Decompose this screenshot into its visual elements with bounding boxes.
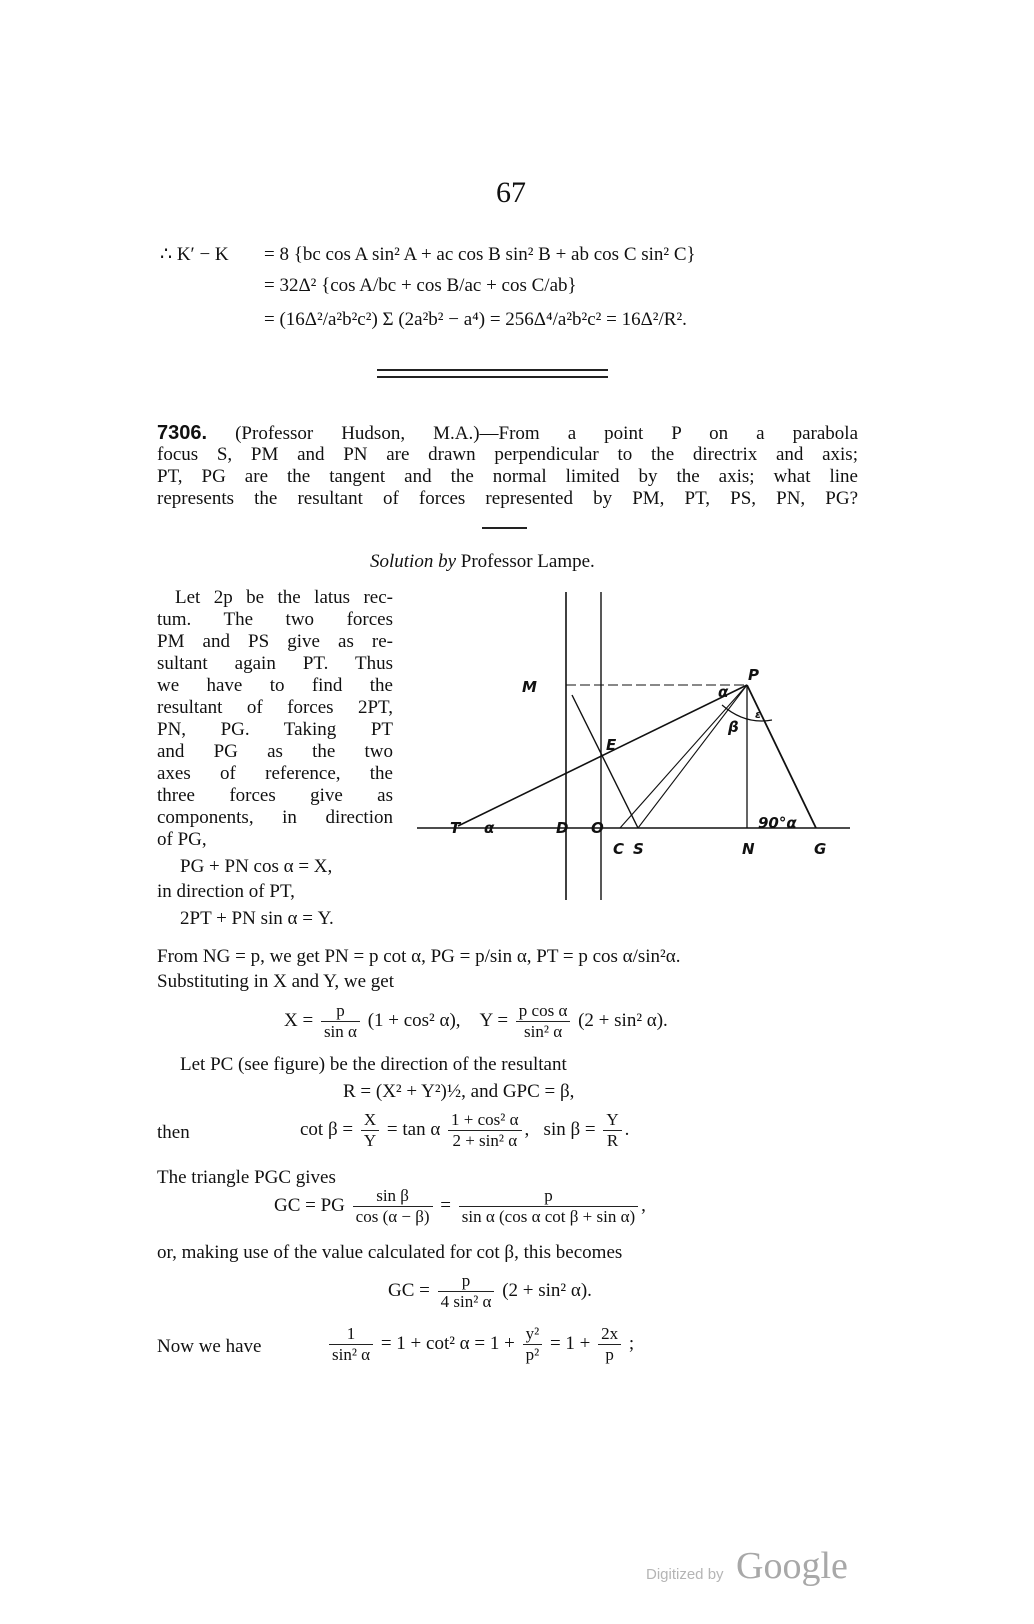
column-line: components, in direction [157,807,393,828]
fraction [361,1110,379,1151]
x-lhs: X = [284,1009,314,1031]
label-alpha-t: α [484,819,495,837]
now-mid: = 1 + cot² α = 1 + [380,1332,515,1354]
label-c: C [613,840,625,858]
problem-line-3: PT, PG are the tangent and the normal limited by the axis; what line [157,466,858,487]
denominator: Y [363,1131,377,1150]
label-m: M [522,678,537,696]
solution-prefix: Solution by [370,551,457,572]
me-s-line [572,695,638,828]
label-epsilon: ε [755,708,762,721]
fraction [353,1186,433,1227]
equation-line-1: = 8 {bc cos A sin² A + ac cos B sin² B + ab cos C sin² C} [264,244,696,265]
label-p: P [748,666,759,684]
sin-lhs: sin β = [543,1118,596,1140]
google-watermark-logo: Google [736,1545,848,1587]
problem-number: 7306. [157,422,208,444]
numerator: 1 [329,1324,373,1345]
numerator: p [459,1186,638,1207]
numerator: p cos α [516,1001,571,1022]
denominator: p² [525,1345,540,1364]
semicolon: ; [628,1332,635,1354]
column-line: resultant of forces 2PT, [157,697,393,718]
label-ninety-minus-alpha: 90°α [758,814,797,832]
column-line: PM and PS give as re- [157,631,393,652]
label-o: O [591,819,604,837]
numerator: 2x [598,1324,621,1345]
watermark-prefix: Digitized by [646,1566,724,1583]
making-use-line: or, making use of the value calculated for cot β, this becomes [157,1242,623,1263]
from-line: From NG = p, we get PN = p cot α, PG = p/sin α, PT = p cos α/sin²α. [157,946,681,967]
numerator: p [321,1001,360,1022]
section-divider [377,369,608,371]
pg-line [747,685,816,828]
column-line: sultant again PT. Thus [157,653,393,674]
denominator: 2 + sin² α [452,1131,518,1150]
fraction [438,1271,495,1312]
equation-line-1-lhs: ∴ K′ − K [160,244,229,265]
label-e: E [606,736,617,754]
fraction [523,1324,543,1365]
equation-line-3: = (16Δ²/a²b²c²) Σ (2a²b² − a⁴) = 256Δ⁴/a²b²c² = 16Δ²/R². [264,309,687,330]
column-line: axes of reference, the [157,763,393,784]
equation-x: PG + PN cos α = X, [180,856,333,877]
label-g: G [814,840,827,858]
numerator: sin β [353,1186,433,1207]
column-line: and PG as the two [157,741,393,762]
denominator: sin² α [332,1345,371,1364]
gc2-lhs: GC = [388,1279,430,1301]
gc2-equation [388,1271,592,1312]
numerator: p [438,1271,495,1292]
column-line: Let 2p be the latus rec- [175,587,393,608]
fraction [598,1324,621,1365]
denominator: p [605,1345,614,1364]
label-alpha-p: α [718,683,729,701]
label-beta: β [728,718,739,736]
r-equation: R = (X² + Y²)½, and GPC = β, [343,1081,575,1102]
let-pc-line: Let PC (see figure) be the direction of the resultant [180,1054,567,1075]
x-rest: (1 + cos² α), [367,1009,461,1031]
cot-mid: = tan α [386,1118,441,1140]
solution-heading [370,551,595,573]
equals: = [440,1194,452,1216]
triangle-line: The triangle PGC gives [157,1167,336,1188]
cot-lhs: cot β = [300,1118,354,1140]
label-n: N [742,840,755,858]
denominator: sin² α [524,1022,563,1041]
fraction [329,1324,373,1365]
denominator: R [606,1131,619,1150]
now-label: Now we have [157,1336,262,1357]
denominator: 4 sin² α [440,1292,492,1311]
problem-line-2: focus S, PM and PN are drawn perpendicular to the directrix and axis; [157,444,858,465]
problem-line-4: represents the resultant of forces represented by PM, PT, PS, PN, PG? [157,488,858,509]
gc-lhs: GC = PG [274,1194,345,1216]
fraction [516,1001,571,1042]
numerator: Y [603,1110,621,1131]
fraction [321,1001,360,1042]
label-s: S [633,840,644,858]
column-line: PN, PG. Taking PT [157,719,393,740]
column-line: three forces give as [157,785,393,806]
denominator: sin α (cos α cot β + sin α) [461,1207,636,1226]
separator: , [524,1118,530,1140]
fraction [448,1110,522,1151]
now-mid2: = 1 + [549,1332,591,1354]
equation-line-2: = 32Δ² {cos A/bc + cos B/ac + cos C/ab} [264,275,577,296]
label-t: T [450,819,461,837]
equation-y: 2PT + PN sin α = Y. [180,908,334,929]
substituting-line: Substituting in X and Y, we get [157,971,394,992]
pc-line [620,685,747,828]
numerator: X [361,1110,379,1131]
section-divider [377,376,608,378]
problem-line-1 [157,422,858,445]
fraction [603,1110,621,1151]
comma: , [641,1194,646,1216]
parabola-figure [400,580,860,910]
solution-author: Professor Lampe. [460,551,595,572]
denominator: sin α [323,1022,357,1041]
numerator: 1 + cos² α [448,1110,522,1131]
gc2-rest: (2 + sin² α). [502,1279,592,1301]
numerator: y² [523,1324,543,1345]
column-line: we have to find the [157,675,393,696]
y-lhs: Y = [479,1009,509,1031]
problem-text: (Professor Hudson, M.A.)—From a point P on a parabola [235,423,859,444]
then-label: then [157,1122,190,1143]
period: . [624,1118,630,1140]
column-line: of PG, [157,829,207,850]
column-line: in direction of PT, [157,881,295,902]
ps-line [638,685,747,828]
cot-equation [300,1110,629,1151]
short-divider [482,527,527,529]
column-line: tum. The two forces [157,609,393,630]
xy-equation [284,1001,668,1042]
denominator: cos (α − β) [355,1207,430,1226]
label-d: D [556,819,569,837]
gc-equation [274,1186,646,1227]
now-equation [326,1324,634,1365]
fraction [459,1186,638,1227]
y-rest: (2 + sin² α). [578,1009,668,1031]
page-number: 67 [496,176,526,209]
